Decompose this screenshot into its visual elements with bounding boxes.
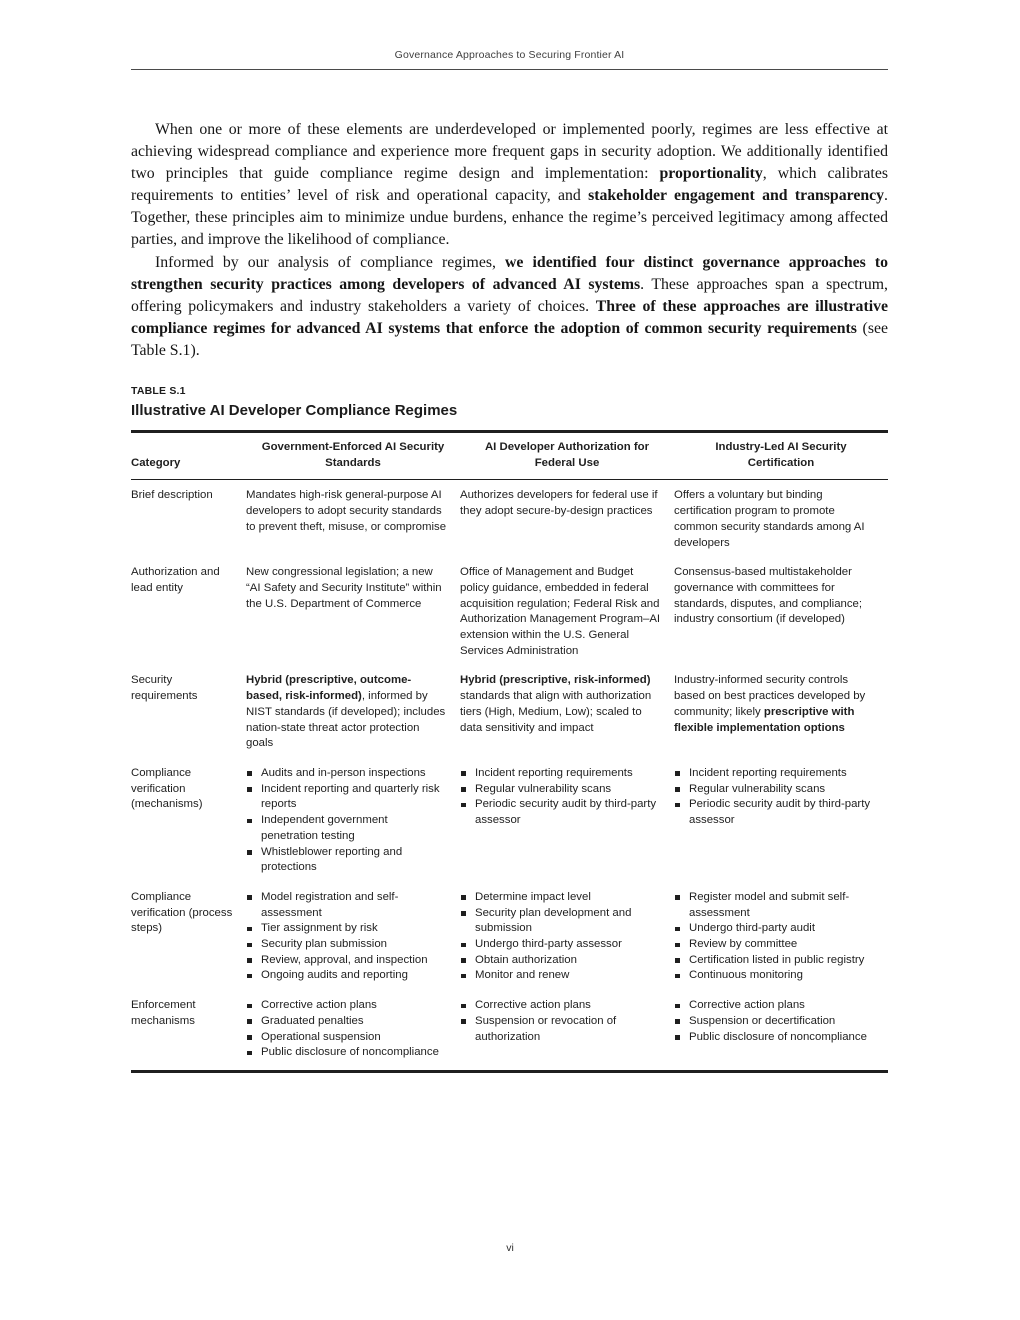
table-cell (460, 673, 674, 752)
text-run: , informed by NIST standards (if developed); includes nation-state threat actor protection goals (246, 690, 446, 750)
table-cell (460, 766, 674, 876)
table-cell (674, 673, 888, 752)
text-run: standards that align with authorization tiers (High, Medium, Low); scaled to data sensitivity and impact (460, 690, 652, 734)
bold-text: Hybrid (prescriptive, outcome-based, risk-informed) (246, 674, 412, 703)
bold-text: stakeholder engagement and transparency (588, 187, 885, 205)
cell-text (246, 565, 447, 612)
table-cell (460, 998, 674, 1061)
table-cell (674, 488, 888, 551)
cell-text (246, 488, 447, 535)
table-cell (246, 673, 460, 752)
bold-text: prescriptive with flexible implementation options (674, 705, 855, 734)
bullet-list (674, 890, 875, 984)
row-category: Security requirements (131, 674, 198, 703)
bold-text: proportionality (659, 165, 763, 183)
bullet-item: Incident reporting and quarterly risk reports (246, 782, 447, 813)
cell-text (674, 673, 875, 736)
text-run: (see Table S.1). (131, 319, 888, 359)
bullet-item: Undergo third-party audit (674, 921, 875, 937)
table-row (131, 488, 888, 565)
text-run: Offers a voluntary but binding certification program to promote common security standards among AI developers (674, 489, 865, 549)
bullet-item: Corrective action plans (674, 998, 875, 1014)
column-header: Government-Enforced AI Security Standards (261, 441, 445, 469)
bullet-list (246, 766, 447, 876)
row-category: Compliance verification (mechanisms) (131, 766, 203, 811)
bullet-item: Suspension or revocation of authorization (460, 1014, 661, 1045)
table-header-row (131, 433, 888, 480)
bullet-item: Periodic security audit by third-party assessor (460, 797, 661, 828)
bullet-item: Model registration and self-assessment (246, 890, 447, 921)
column-header: Industry-Led AI Security Certification (715, 441, 847, 469)
running-head: Governance Approaches to Securing Frontier AI (394, 49, 625, 61)
table-row (131, 565, 888, 673)
compliance-regimes-table (131, 430, 888, 1073)
table-cell (674, 766, 888, 876)
table-row (131, 998, 888, 1070)
bullet-item: Suspension or decertification (674, 1014, 875, 1030)
bullet-item: Certification listed in public registry (674, 953, 875, 969)
table-cell (674, 565, 888, 659)
bold-text: we identified four distinct governance approaches to strengthen security practices among developers of advanced AI systems (131, 253, 888, 293)
bullet-item: Register model and submit self-assessment (674, 890, 875, 921)
text-run: . Together, these principles aim to minimize undue burdens, enhance the regime’s perceived legitimacy among affected parties, and improve the likelihood of compliance. (131, 187, 888, 249)
bullet-item: Review, approval, and inspection (246, 953, 447, 969)
table-row (131, 766, 888, 890)
cell-text (246, 673, 447, 752)
paragraph (131, 252, 888, 362)
bullet-item: Operational suspension (246, 1030, 447, 1046)
running-head-rule (131, 0, 888, 70)
table-title: Illustrative AI Developer Compliance Regimes (131, 402, 458, 420)
bullet-item: Periodic security audit by third-party assessor (674, 797, 875, 828)
text-run: . These approaches span a spectrum, offering policymakers and industry stakeholders a variety of choices. (131, 275, 889, 315)
table-cell (460, 890, 674, 984)
bullet-item: Corrective action plans (246, 998, 447, 1014)
page-number: vi (506, 1242, 514, 1254)
table-cell (246, 890, 460, 984)
body-paragraphs (131, 119, 888, 362)
bullet-item: Monitor and renew (460, 968, 661, 984)
bullet-item: Regular vulnerability scans (674, 782, 875, 798)
bullet-item: Whistleblower reporting and protections (246, 845, 447, 876)
bullet-item: Security plan development and submission (460, 906, 661, 937)
column-header: AI Developer Authorization for Federal Use (484, 441, 650, 469)
row-category: Enforcement mechanisms (131, 999, 196, 1027)
text-run: Consensus-based multistakeholder governance with committees for standards, disputes, and compliance; industry consortium (if developed) (674, 566, 863, 626)
bold-text: Three of these approaches are illustrative compliance regimes for advanced AI systems that enforce the adoption of common security requirements (131, 297, 889, 337)
text-run: Industry-informed security controls based on best practices developed by community; likely (674, 674, 866, 718)
cell-text (460, 565, 661, 659)
bullet-list (460, 890, 661, 984)
bullet-list (246, 998, 447, 1061)
table-label: TABLE S.1 (131, 385, 186, 398)
text-run: When one or more of these elements are underdeveloped or implemented poorly, regimes are less effective at achieving widespread compliance and experience more frequent gaps in security adoption. We additionally identified two principles that guide compliance regime design and implementation: (131, 121, 888, 183)
bullet-item: Continuous monitoring (674, 968, 875, 984)
table-body (131, 480, 888, 1070)
bullet-item: Public disclosure of noncompliance (246, 1045, 447, 1061)
table-row (131, 890, 888, 998)
text-run: Mandates high-risk general-purpose AI developers to adopt security standards to prevent theft, misuse, or compromise (246, 489, 447, 533)
table-row (131, 673, 888, 766)
bullet-item: Corrective action plans (460, 998, 661, 1014)
cell-text (674, 488, 875, 551)
table-cell (246, 998, 460, 1061)
text-run: Informed by our analysis of compliance regimes, (155, 253, 506, 271)
table-cell (460, 488, 674, 551)
table-cell (674, 890, 888, 984)
bullet-list (460, 998, 661, 1045)
text-run: , which calibrates requirements to entities’ level of risk and operational capacity, and (131, 165, 888, 205)
table-cell (460, 565, 674, 659)
bullet-item: Independent government penetration testing (246, 813, 447, 844)
table-cell (674, 998, 888, 1061)
row-category: Authorization and lead entity (131, 566, 220, 594)
row-category: Compliance verification (process steps) (131, 890, 233, 935)
text-run: Authorizes developers for federal use if they adopt secure-by-design practices (460, 489, 658, 518)
bullet-item: Determine impact level (460, 890, 661, 906)
bold-text: Hybrid (prescriptive, risk-informed) (460, 674, 651, 687)
bullet-item: Incident reporting requirements (460, 766, 661, 782)
cell-text (460, 673, 661, 736)
column-header: Category (131, 456, 181, 469)
bullet-list (674, 998, 875, 1045)
cell-text (674, 565, 875, 628)
bullet-list (246, 890, 447, 984)
bullet-item: Audits and in-person inspections (246, 766, 447, 782)
bullet-item: Undergo third-party assessor (460, 937, 661, 953)
bullet-item: Obtain authorization (460, 953, 661, 969)
bullet-item: Ongoing audits and reporting (246, 968, 447, 984)
text-run: New congressional legislation; a new “AI Safety and Security Institute” within the U.S. Department of Commerce (246, 566, 442, 610)
table-cell (246, 766, 460, 876)
bullet-list (674, 766, 875, 829)
bullet-item: Security plan submission (246, 937, 447, 953)
table-cell (246, 565, 460, 659)
table-cell (246, 488, 460, 551)
bullet-item: Review by committee (674, 937, 875, 953)
text-run: Office of Management and Budget policy guidance, embedded in federal acquisition regulation; Federal Risk and Authorization Management Program–AI extension within the U.S. General Services Administration (460, 566, 661, 657)
bullet-item: Graduated penalties (246, 1014, 447, 1030)
row-category: Brief description (131, 489, 213, 502)
bullet-item: Public disclosure of noncompliance (674, 1030, 875, 1046)
bullet-list (460, 766, 661, 829)
cell-text (460, 488, 661, 519)
bullet-item: Regular vulnerability scans (460, 782, 661, 798)
bullet-item: Incident reporting requirements (674, 766, 875, 782)
bullet-item: Tier assignment by risk (246, 921, 447, 937)
paragraph (131, 119, 888, 252)
